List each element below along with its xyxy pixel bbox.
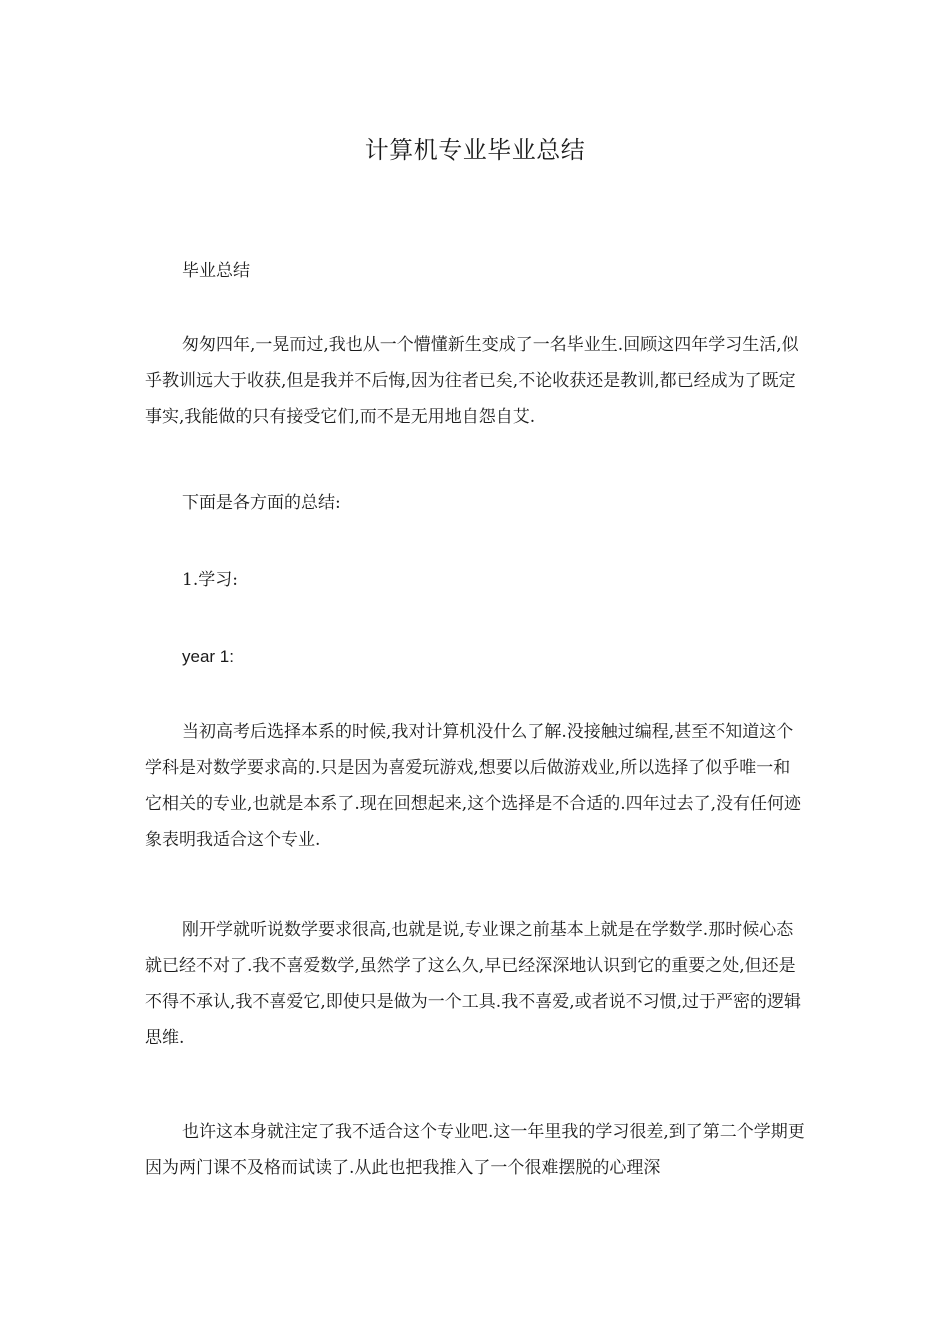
document-title: 计算机专业毕业总结 — [364, 136, 586, 164]
paragraph-year-heading: year 1: — [182, 647, 234, 666]
section-heading: 毕业总结 — [182, 261, 250, 281]
paragraph-year1-choice: 当初高考后选择本系的时候,我对计算机没什么了解.没接触过编程,甚至不知道这个学科是对数学要求高的.只是因为喜爱玩游戏,想要以后做游戏业,所以选择了似乎唯一和它相关的专业,也就是本系了.现在回想起来,这个选择是不合适的.四年过去了,没有任何迹象表明我适合这个专业. — [145, 722, 802, 850]
paragraph-summary-lead: 下面是各方面的总结: — [182, 493, 341, 513]
paragraph-study-heading: 1.学习: — [182, 570, 238, 590]
paragraph-year1-math: 刚开学就听说数学要求很高,也就是说,专业课之前基本上就是在学数学.那时候心态就已经不对了.我不喜爱数学,虽然学了这么久,早已经深深地认识到它的重要之处,但还是不得不承认,我不喜爱它,即使只是做为一个工具.我不喜爱,或者说不习惯,过于严密的逻辑思维. — [145, 920, 802, 1048]
paragraph-year1-result: 也许这本身就注定了我不适合这个专业吧.这一年里我的学习很差,到了第二个学期更因为两门课不及格而试读了.从此也把我推入了一个很难摆脱的心理深 — [145, 1122, 805, 1178]
paragraph-intro: 匆匆四年,一晃而过,我也从一个懵懂新生变成了一名毕业生.回顾这四年学习生活,似乎教训远大于收获,但是我并不后悔,因为往者已矣,不论收获还是教训,都已经成为了既定事实,我能做的只有接受它们,而不是无用地自怨自艾. — [145, 335, 799, 427]
